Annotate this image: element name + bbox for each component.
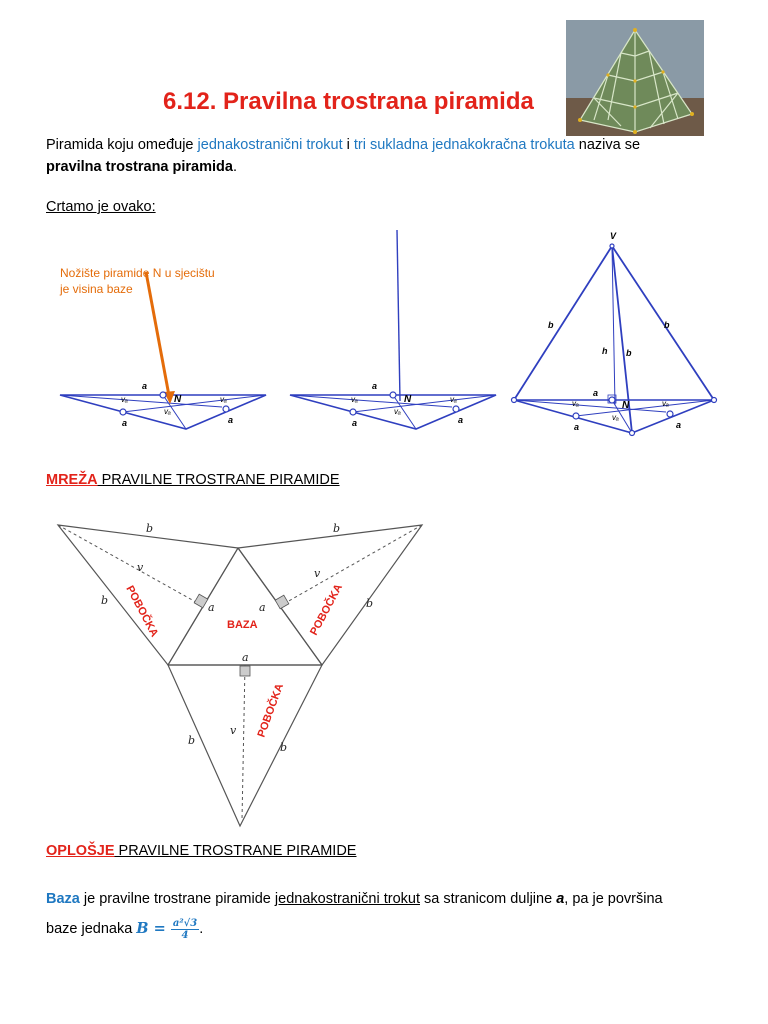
p2-label-va3: vₐ: [394, 407, 401, 416]
p1-label-a2: a: [122, 418, 128, 428]
net-b6: b: [280, 741, 288, 754]
net-a1: a: [208, 601, 215, 614]
p1-label-va2: vₐ: [220, 395, 227, 404]
pyramid-photo: [566, 20, 704, 136]
net-v1: v: [137, 561, 144, 574]
pyramid-net: [46, 508, 446, 838]
net-label-pobocka-bottom: POBOČKA: [255, 682, 287, 740]
p1-label-va: vₐ: [121, 395, 128, 404]
p3-label-va3: vₐ: [612, 413, 619, 422]
net-a2: a: [259, 601, 266, 614]
p2-label-va2: vₐ: [450, 395, 457, 404]
net-label-pobocka-right: POBOČKA: [308, 582, 346, 638]
p2-label-a: a: [372, 381, 378, 391]
surface-heading: OPLOŠJE PRAVILNE TROSTRANE PIRAMIDE: [46, 843, 357, 859]
p3-label-va: vₐ: [572, 399, 579, 408]
p3-label-b3: b: [626, 348, 632, 358]
p1-label-a3: a: [228, 415, 234, 425]
page-title: 6.12. Pravilna trostrana piramida: [163, 88, 534, 115]
p3-label-a: a: [593, 388, 599, 398]
net-heading: MREŽA PRAVILNE TROSTRANE PIRAMIDE: [46, 472, 340, 488]
baza-paragraph: Baza je pravilne trostrane piramide jednakostranični trokut sa stranicom duljine a, pa je površina baze jednaka B = $\frac{\text{a²√3}}{4}$ .: [46, 891, 663, 941]
p1-label-a: a: [142, 381, 148, 391]
p3-label-V: V: [610, 231, 617, 241]
p3-label-h: h: [602, 346, 608, 356]
net-v2: v: [314, 567, 321, 580]
net-b2: b: [333, 522, 341, 535]
p3-label-N: N: [622, 400, 630, 411]
net-b5: b: [188, 734, 196, 747]
net-label-pobocka-left: POBOČKA: [123, 583, 161, 640]
p3-label-a3: a: [676, 420, 682, 430]
net-label-baza: BAZA: [227, 619, 258, 631]
p3-label-a2: a: [574, 422, 580, 432]
p2-label-N: N: [404, 394, 412, 405]
p2-label-va: vₐ: [351, 395, 358, 404]
note-line-2: je visina baze: [60, 282, 133, 296]
intro-paragraph: Piramida koju omeđuje jednakostranični trokut i tri sukladna jednakokračna trokuta naziva se pravilna trostrana piramida.: [46, 137, 641, 175]
draw-heading: Crtamo je ovako:: [46, 199, 156, 215]
p1-label-va3: vₐ: [164, 407, 171, 416]
p2-label-a2: a: [352, 418, 358, 428]
p3-label-b2: b: [664, 320, 670, 330]
net-a3: a: [242, 651, 249, 664]
net-b1: b: [146, 522, 154, 535]
p2-label-a3: a: [458, 415, 464, 425]
net-b3: b: [101, 594, 109, 607]
p1-label-N: N: [174, 394, 182, 405]
net-b4: b: [366, 597, 374, 610]
net-v3: v: [230, 724, 237, 737]
base-area-formula: B = $\frac{\text{a²√3}}{4}$: [136, 917, 198, 941]
p3-label-b1: b: [548, 320, 554, 330]
p3-label-va2: vₐ: [662, 399, 669, 408]
construction-figure: [46, 224, 768, 440]
note-line-1: Nožište piramide N u sjecištu: [60, 266, 215, 280]
